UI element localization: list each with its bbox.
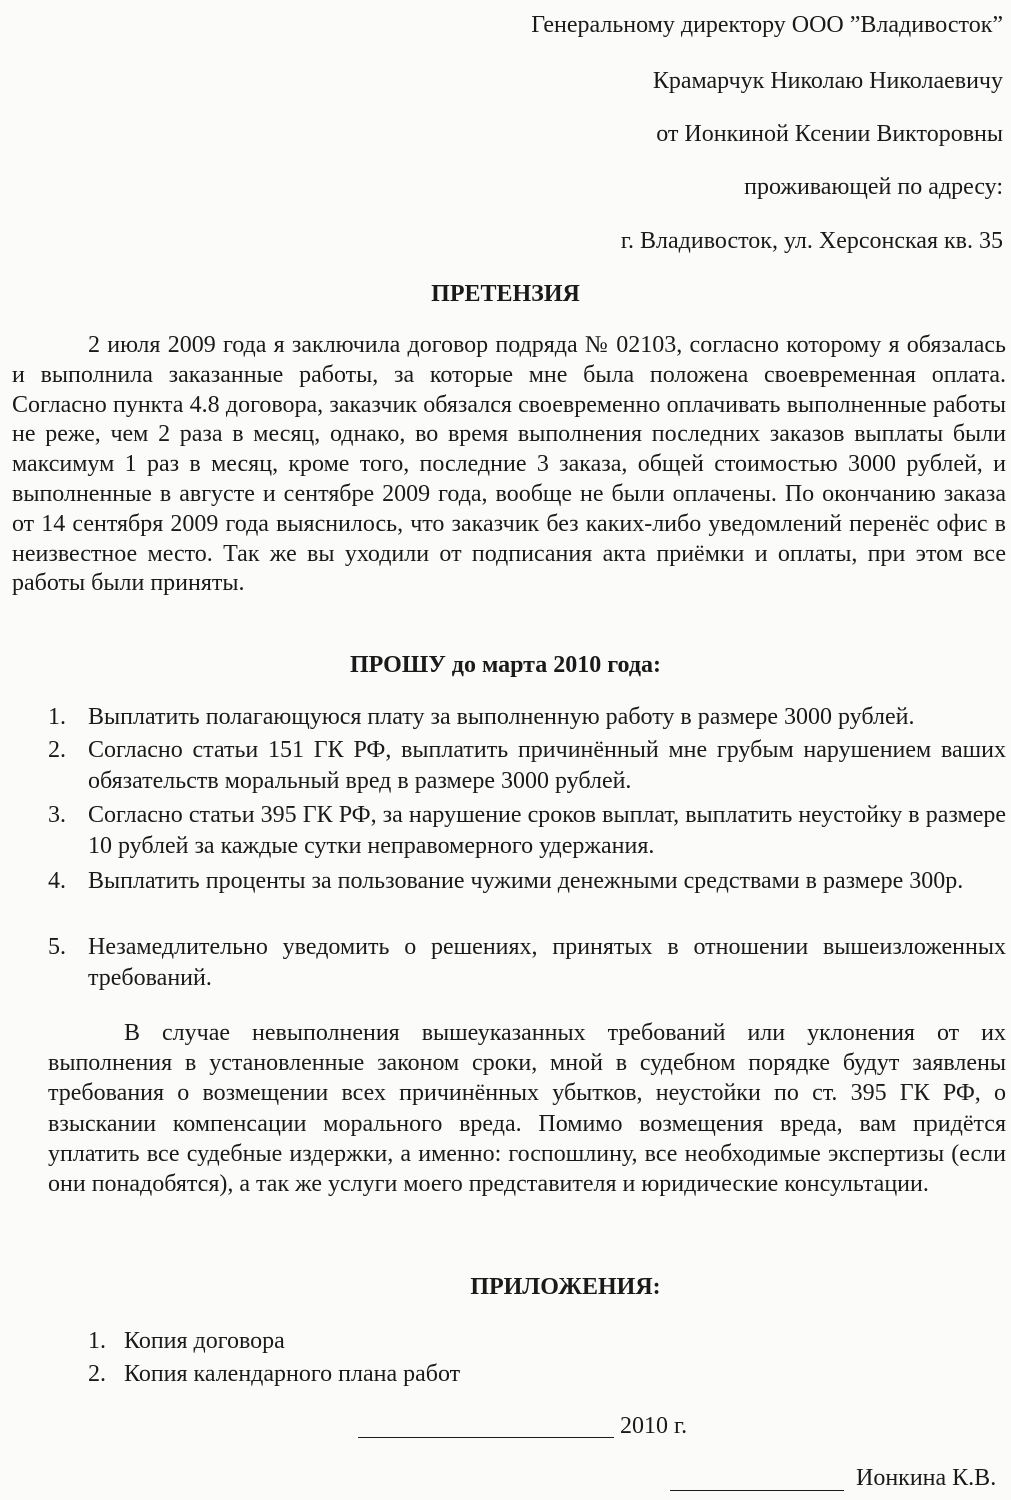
request-text: Незамедлительно уведомить о решениях, принятых в отношении вышеизложенных требований.: [88, 934, 1006, 991]
attachment-item: [88, 1359, 460, 1389]
request-item: [48, 735, 1006, 797]
request-item: [48, 702, 1006, 733]
request-heading: ПРОШУ до марта 2010 года:: [349, 652, 661, 678]
request-item: [48, 800, 1006, 862]
request-text: Выплатить проценты за пользование чужими денежными средствами в размере 300р.: [88, 868, 964, 894]
sender-address: г. Владивосток, ул. Херсонская кв. 35: [620, 228, 1003, 254]
addressee-name: Крамарчук Николаю Николаевичу: [652, 68, 1003, 94]
warning-paragraph: В случае невыполнения вышеуказанных требований или уклонения от их выполнения в установленные законом сроки, мной в судебном порядке будут заявлены требования о возмещении всех причинённых убытков, неустойки по ст. 395 ГК РФ, о взыскании компенсации морального вреда. Помимо возмещения вреда, вам придётся уплатить все судебные издержки, а именно: госпошлину, все необходимые экспертизы (если они понадобятся), а так же услуги моего представителя и юридические консультации.: [48, 1020, 1006, 1198]
addressee-title: Генеральному директору ООО ”Владивосток”: [531, 12, 1003, 38]
signature-blank-line: [670, 1490, 844, 1491]
request-text: Согласно статьи 151 ГК РФ, выплатить причинённый мне грубым нарушением ваших обязательств моральный вред в размере 3000 рублей.: [88, 737, 1006, 794]
attachment-text: Копия календарного плана работ: [124, 1361, 461, 1387]
request-number: 3.: [48, 802, 66, 828]
attachment-number: 1.: [88, 1328, 106, 1354]
request-item: [48, 866, 1006, 897]
request-number: 2.: [48, 737, 66, 763]
request-number: 4.: [48, 868, 66, 894]
date-blank-line: [358, 1437, 614, 1438]
request-text: Согласно статьи 395 ГК РФ, за нарушение сроков выплат, выплатить неустойку в размере 10 рублей за каждые сутки неправомерного удержания.: [88, 802, 1006, 859]
sender-line: от Ионкиной Ксении Викторовны: [656, 121, 1003, 147]
document-title: ПРЕТЕНЗИЯ: [431, 281, 580, 307]
date-year: 2010 г.: [620, 1413, 688, 1439]
residing-label: проживающей по адресу:: [744, 174, 1003, 200]
request-item: [48, 932, 1006, 994]
request-number: 5.: [48, 934, 66, 960]
attachment-text: Копия договора: [124, 1328, 285, 1354]
attachments-heading: ПРИЛОЖЕНИЯ:: [470, 1274, 661, 1300]
request-text: Выплатить полагающуюся плату за выполненную работу в размере 3000 рублей.: [88, 704, 915, 730]
signature-name: Ионкина К.В.: [856, 1465, 997, 1491]
body-paragraph: 2 июля 2009 года я заключила договор подряда № 02103, согласно которому я обязалась и выполнила заказанные работы, за которые мне была положена своевременная оплата. Согласно пункта 4.8 договора, заказчик обязался своевременно оплачивать выполненные работы не реже, чем 2 раза в месяц, однако, во время выполнения последних заказов выплаты были максимум 1 раз в месяц, кроме того, последние 3 заказа, общей стоимостью 3000 рублей, и выполненные в августе и сентябре 2009 года, вообще не были оплачены. По окончанию заказа от 14 сентября 2009 года выяснилось, что заказчик без каких-либо уведомлений перенёс офис в неизвестное место. Так же вы уходили от подписания акта приёмки и оплаты, при этом все работы были приняты.: [12, 332, 1006, 597]
attachment-number: 2.: [88, 1361, 106, 1387]
request-number: 1.: [48, 704, 66, 730]
attachment-item: [88, 1326, 285, 1356]
